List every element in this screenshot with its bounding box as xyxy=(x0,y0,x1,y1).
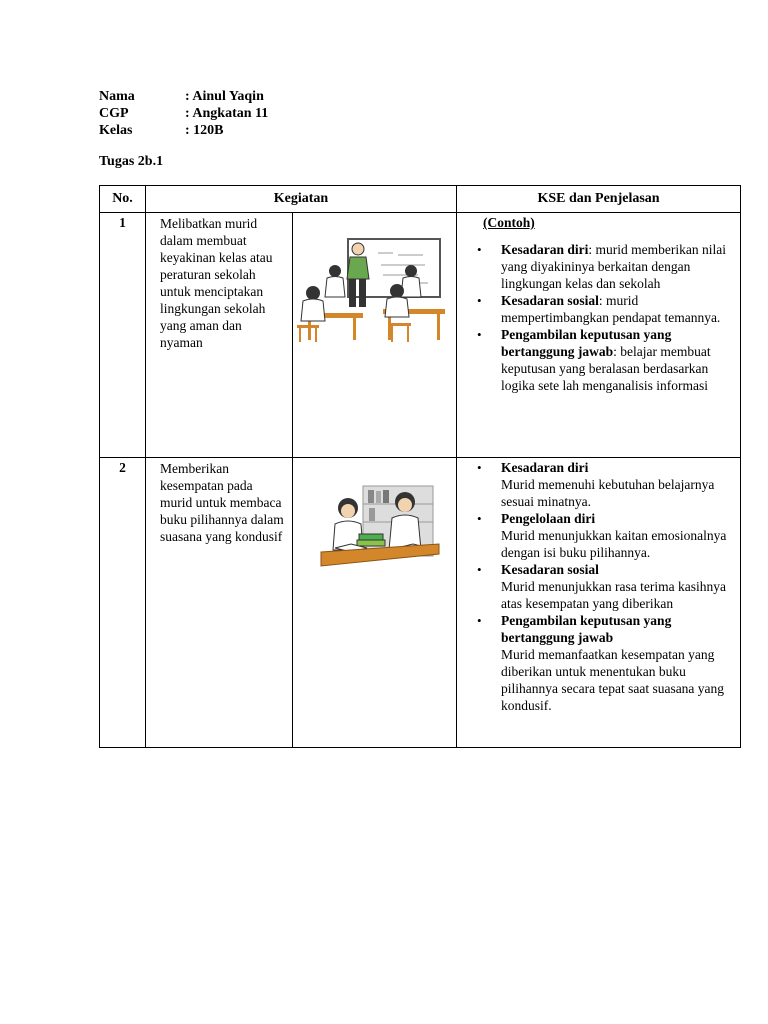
header-no: No. xyxy=(100,186,146,213)
kse-separator: : xyxy=(613,344,621,359)
kse-text: Murid menunjukkan rasa terima kasihnya atas kesempatan yang diberikan xyxy=(501,579,726,611)
list-item xyxy=(501,510,734,561)
kse-text: Murid menunjukkan kaitan emosionalnya dengan isi buku pilihannya. xyxy=(501,528,727,560)
nama-row xyxy=(99,88,268,105)
kse-text: Murid memenuhi kebutuhan belajarnya sesuai minatnya. xyxy=(501,477,715,509)
kse-title: Kesadaran diri xyxy=(501,242,589,257)
kse-list xyxy=(465,241,734,394)
identity-block xyxy=(99,88,268,139)
activity-text: Memberikan kesempatan pada murid untuk membaca buku pilihannya dalam suasana yang kondusif xyxy=(146,458,293,748)
reading-illustration xyxy=(293,458,457,748)
kse-separator: : xyxy=(588,242,596,257)
table-header-row xyxy=(100,186,741,213)
row-number: 1 xyxy=(100,213,146,458)
kse-title: • Pengambilan keputusan yang bertanggung jawab xyxy=(501,613,672,645)
table-row xyxy=(100,458,741,748)
cgp-label: CGP xyxy=(99,106,129,121)
kse-title: Pengambilan keputusan yang bertanggung jawab xyxy=(501,327,672,359)
nama-value: : Ainul Yaqin xyxy=(185,89,264,104)
activity-text: Melibatkan murid dalam membuat keyakinan kelas atau peraturan sekolah untuk menciptakan lingkungan sekolah yang aman dan nyaman xyxy=(146,213,293,458)
students-reading-image xyxy=(293,458,457,583)
teacher-classroom-image xyxy=(293,213,457,373)
cgp-row xyxy=(99,105,268,122)
list-item xyxy=(501,612,734,714)
list-item xyxy=(501,292,734,326)
kse-table xyxy=(99,185,741,748)
list-item xyxy=(501,561,734,612)
kse-text: murid memberikan nilai yang diyakininya berkaitan dengan lingkungan kelas dan sekolah xyxy=(501,242,727,291)
kse-text: belajar membuat keputusan yang beralasan berdasarkan logika sete lah menganalisis informasi xyxy=(501,344,711,393)
table-row xyxy=(100,213,741,458)
task-title: Tugas 2b.1 xyxy=(99,154,164,169)
kelas-label: Kelas xyxy=(99,123,133,138)
kse-title: Kesadaran sosial xyxy=(501,293,599,308)
cgp-value: : Angkatan 11 xyxy=(185,106,269,121)
list-item xyxy=(501,241,734,292)
kelas-value: : 120B xyxy=(185,123,224,138)
kse-title: • Pengelolaan diri xyxy=(501,511,596,526)
header-kegiatan: Kegiatan xyxy=(146,186,457,213)
header-kse: KSE dan Penjelasan xyxy=(457,186,741,213)
kse-explanation xyxy=(457,458,741,748)
contoh-label: (Contoh) xyxy=(483,215,535,230)
list-item xyxy=(501,326,734,394)
kelas-row xyxy=(99,122,268,139)
kse-title: • Kesadaran sosial xyxy=(501,562,599,577)
kse-explanation xyxy=(457,213,741,458)
nama-label: Nama xyxy=(99,89,135,104)
kse-text: murid mempertimbangkan pendapat temannya. xyxy=(501,293,721,325)
kse-list xyxy=(465,459,734,714)
classroom-illustration xyxy=(293,213,457,458)
row-number: 2 xyxy=(100,458,146,748)
kse-title: • Kesadaran diri xyxy=(501,460,589,475)
kse-separator: : xyxy=(598,293,607,308)
kse-text: Murid memanfaatkan kesempatan yang diberikan untuk menentukan buku pilihannya secara tepat saat suasana yang kondusif. xyxy=(501,647,725,713)
list-item xyxy=(501,459,734,510)
